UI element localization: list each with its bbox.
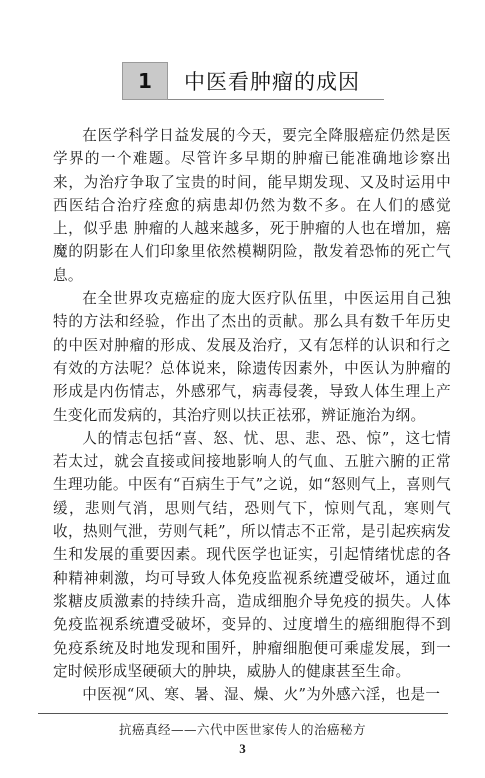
paragraph-2: 在全世界攻克癌症的庞大医疗队伍里，中医运用自己独特的方法和经验，作出了杰出的贡献。那么具有数千年历史的中医对肿瘤的形成、发展及治疗，又有怎样的认识和行之有效的方法呢？总体说来，除遗传因素外，中医认为肿瘤的形成是内伤情志，外感邪气，病毒侵袭，导致人体生理上产生变化而发病的，其治疗则以扶正祛邪，辨证施治为纲。 [53, 290, 451, 424]
paragraph-3: 人的情志包括“喜、怒、忧、思、悲、恐、惊”，这七情若太过，就会直接或间接地影响人的气血、五脏六腑的正常生理功能。中医有“百病生于气”之说，如“怒则气上，喜则气缓，悲则气消，思则气结，恐则气下，惊则气乱，寒则气收，热则气泄，劳则气耗”，所以情志不正常，是引起疾病发生和发展的重要因素。现代医学也证实，引起情绪忧虑的各种精神刺激，均可导致人体免疫监视系统遭受破坏，通过血浆糖皮质激素的持续升高，造成细胞介导免疫的损失。人体免疫监视系统遭受破坏，变异的、过度增生的癌细胞得不到免疫系统及时地发现和围歼，肿瘤细胞便可乘虚发展，到一定时候形成坚硬硕大的肿块，威胁人的健康甚至生命。 [53, 429, 451, 680]
footer-divider [38, 713, 448, 714]
paragraph-4: 中医视“风、寒、暑、湿、燥、火”为外感六淫，也是一 [82, 686, 441, 704]
paragraph-1: 在医学科学日益发展的今天，要完全降服癌症仍然是医学界的一个难题。尽管许多早期的肿瘤已能准确地诊察出来，为治疗争取了宝贵的时间，能早期发现、又及时运用中西医结合治疗痊愈的病患却仍然为数不多。在人们的感觉上，似乎患 肿瘤的人越来越多，死于肿瘤的人也在增加，癌魔的阴影在人们印象里依然模糊阴险，散发着恐怖的死亡气息。 [53, 127, 451, 284]
footer [0, 719, 485, 738]
body-text [53, 124, 451, 706]
chapter-title: 中医看肿瘤的成因 [168, 62, 384, 100]
footer-book-title: 抗癌真经——六代中医世家传人的治癌秘方 [118, 722, 366, 737]
page-number: 3 [239, 741, 246, 756]
chapter-header [122, 62, 384, 100]
chapter-number: 1 [122, 62, 168, 100]
